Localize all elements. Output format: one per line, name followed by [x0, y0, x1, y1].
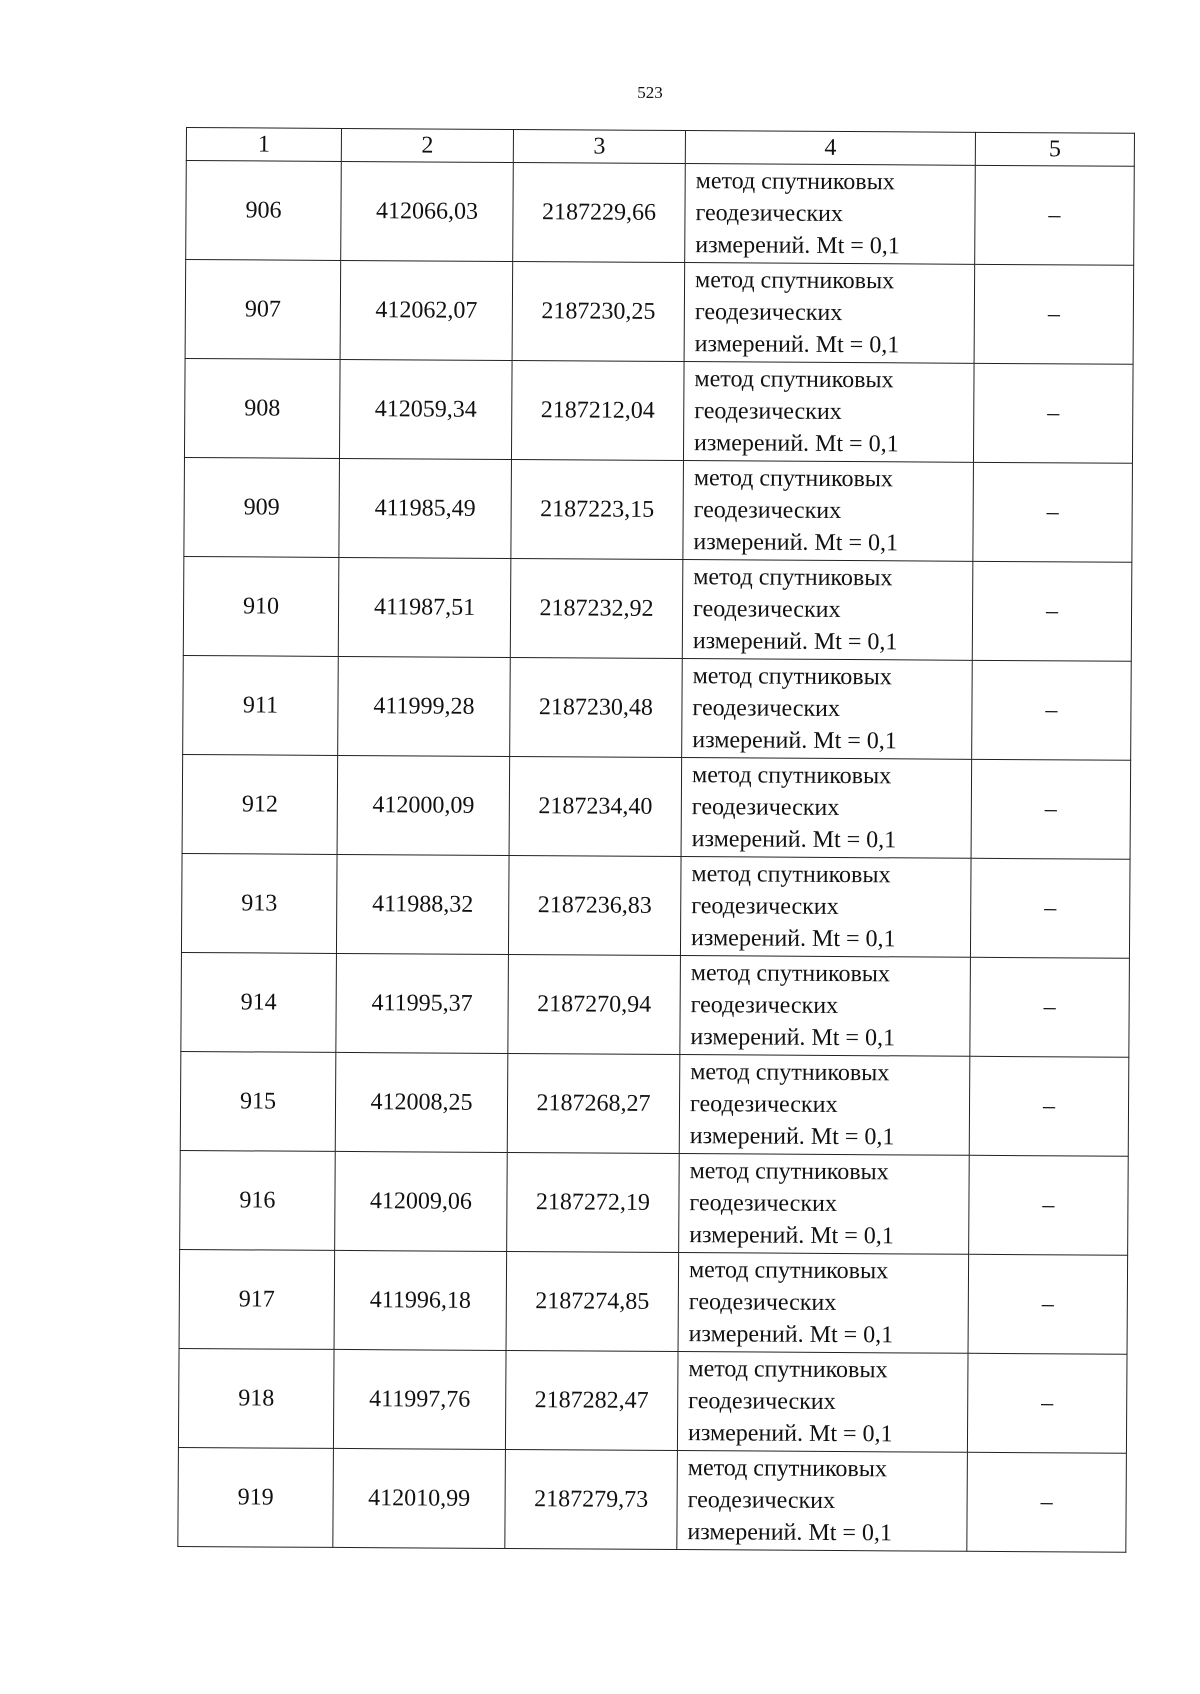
- method-cell: [678, 1253, 969, 1354]
- table-row: [184, 457, 1133, 562]
- method-line: метод спутниковых: [688, 1257, 889, 1285]
- method-cell: [684, 263, 975, 364]
- point-number-cell: 908: [184, 358, 340, 458]
- method-line: измерений. Mt = 0,1: [690, 925, 896, 953]
- method-cell: [683, 461, 974, 562]
- table-row: [183, 556, 1132, 661]
- method-line: метод спутниковых: [693, 564, 893, 592]
- table-row: [178, 1447, 1127, 1552]
- point-number-cell: 906: [186, 161, 342, 261]
- method-cell: [685, 164, 976, 265]
- table-row: [183, 655, 1132, 760]
- method-line: метод спутниковых: [687, 1455, 888, 1483]
- note-cell: –: [974, 264, 1134, 364]
- method-line: геодезических: [694, 299, 843, 327]
- x-coordinate-cell: 411996,18: [334, 1250, 507, 1350]
- column-header-3: 3: [513, 130, 685, 164]
- method-line: метод спутниковых: [688, 1356, 888, 1384]
- y-coordinate-cell: 2187274,85: [506, 1251, 679, 1351]
- table-row: [182, 754, 1131, 859]
- method-line: метод спутниковых: [691, 762, 892, 790]
- y-coordinate-cell: 2187230,48: [510, 657, 683, 757]
- x-coordinate-cell: 412059,34: [339, 359, 512, 459]
- x-coordinate-cell: 411988,32: [336, 854, 509, 954]
- point-number-cell: 907: [185, 260, 341, 360]
- method-line: геодезических: [694, 398, 842, 426]
- note-cell: –: [975, 165, 1135, 265]
- table-row: [178, 1348, 1127, 1453]
- note-cell: –: [967, 1452, 1127, 1552]
- x-coordinate-cell: 412010,99: [333, 1448, 506, 1548]
- y-coordinate-cell: 2187232,92: [510, 558, 683, 658]
- point-number-cell: 917: [179, 1249, 335, 1349]
- point-number-cell: 911: [183, 655, 339, 755]
- method-line: геодезических: [688, 1289, 837, 1316]
- method-cell: [677, 1451, 968, 1552]
- method-line: геодезических: [689, 1190, 837, 1217]
- note-cell: –: [973, 462, 1133, 562]
- page-number: 523: [637, 83, 663, 102]
- method-line: метод спутниковых: [692, 663, 892, 691]
- note-cell: –: [969, 1155, 1129, 1255]
- point-number-cell: 909: [184, 457, 340, 557]
- x-coordinate-cell: 411987,51: [338, 557, 511, 657]
- point-number-cell: 914: [181, 952, 337, 1052]
- table-body: [178, 161, 1134, 1553]
- column-header-4: 4: [685, 131, 975, 166]
- y-coordinate-cell: 2187282,47: [505, 1350, 678, 1450]
- y-coordinate-cell: 2187234,40: [509, 756, 682, 856]
- method-cell: [683, 362, 974, 463]
- method-cell: [677, 1352, 968, 1453]
- method-line: измерений. Mt = 0,1: [691, 826, 897, 854]
- table-row: [181, 853, 1130, 958]
- x-coordinate-cell: 412066,03: [341, 161, 514, 261]
- method-cell: [679, 1154, 970, 1255]
- method-cell: [680, 857, 971, 958]
- column-header-1: 1: [186, 128, 341, 162]
- note-cell: –: [970, 957, 1130, 1057]
- method-cell: [681, 758, 972, 859]
- note-cell: –: [971, 759, 1131, 859]
- method-line: метод спутниковых: [695, 168, 895, 196]
- point-number-cell: 918: [178, 1348, 334, 1448]
- y-coordinate-cell: 2187223,15: [511, 459, 684, 559]
- method-line: измерений. Mt = 0,1: [689, 1123, 895, 1151]
- table-row: [179, 1249, 1128, 1354]
- method-cell: [679, 1055, 970, 1156]
- x-coordinate-cell: 411995,37: [336, 953, 509, 1053]
- note-cell: –: [969, 1056, 1129, 1156]
- x-coordinate-cell: 411999,28: [338, 656, 511, 756]
- note-cell: –: [972, 561, 1132, 661]
- column-header-5: 5: [975, 132, 1134, 166]
- table-row: [186, 161, 1135, 266]
- method-line: метод спутниковых: [691, 861, 891, 889]
- method-line: измерений. Mt = 0,1: [688, 1321, 894, 1349]
- method-cell: [682, 560, 973, 661]
- method-line: геодезических: [687, 1487, 836, 1514]
- y-coordinate-cell: 2187230,25: [512, 261, 685, 361]
- method-line: геодезических: [692, 596, 841, 624]
- method-line: измерений. Mt = 0,1: [692, 727, 897, 755]
- method-line: измерений. Mt = 0,1: [692, 628, 898, 656]
- method-line: метод спутниковых: [690, 1059, 890, 1087]
- method-line: геодезических: [688, 1388, 836, 1415]
- column-header-2: 2: [341, 128, 513, 162]
- x-coordinate-cell: 412008,25: [335, 1052, 508, 1152]
- table-row: [185, 260, 1134, 365]
- point-number-cell: 915: [180, 1051, 336, 1151]
- point-number-cell: 910: [183, 556, 339, 656]
- y-coordinate-cell: 2187272,19: [507, 1152, 680, 1252]
- y-coordinate-cell: 2187229,66: [513, 162, 686, 262]
- point-number-cell: 919: [178, 1447, 334, 1547]
- coordinates-table: [177, 127, 1135, 1553]
- method-line: измерений. Mt = 0,1: [687, 1519, 893, 1547]
- method-line: измерений. Mt = 0,1: [694, 331, 900, 359]
- note-cell: –: [967, 1353, 1127, 1453]
- method-cell: [680, 956, 971, 1057]
- method-line: геодезических: [689, 1091, 838, 1118]
- method-line: геодезических: [690, 992, 839, 1019]
- method-line: геодезических: [691, 794, 840, 822]
- note-cell: –: [968, 1254, 1128, 1354]
- x-coordinate-cell: 412062,07: [340, 260, 513, 360]
- y-coordinate-cell: 2187270,94: [508, 954, 681, 1054]
- table-row: [184, 358, 1133, 463]
- method-line: измерений. Mt = 0,1: [693, 430, 899, 458]
- method-line: измерений. Mt = 0,1: [693, 529, 899, 557]
- y-coordinate-cell: 2187212,04: [511, 360, 684, 460]
- method-line: метод спутниковых: [694, 366, 894, 394]
- method-line: геодезических: [691, 893, 839, 921]
- method-line: метод спутниковых: [689, 1158, 889, 1186]
- x-coordinate-cell: 411997,76: [333, 1349, 506, 1449]
- point-number-cell: 913: [181, 853, 337, 953]
- method-line: измерений. Mt = 0,1: [689, 1222, 894, 1250]
- method-line: измерений. Mt = 0,1: [695, 232, 900, 260]
- x-coordinate-cell: 411985,49: [339, 458, 512, 558]
- y-coordinate-cell: 2187268,27: [507, 1053, 680, 1153]
- point-number-cell: 916: [180, 1150, 336, 1250]
- method-cell: [682, 659, 973, 760]
- table-row: [180, 1051, 1129, 1156]
- point-number-cell: 912: [182, 754, 338, 854]
- x-coordinate-cell: 412009,06: [335, 1151, 508, 1251]
- note-cell: –: [972, 660, 1132, 760]
- method-line: геодезических: [692, 695, 840, 723]
- method-line: геодезических: [695, 200, 844, 228]
- y-coordinate-cell: 2187236,83: [508, 855, 681, 955]
- x-coordinate-cell: 412000,09: [337, 755, 510, 855]
- method-line: метод спутниковых: [690, 960, 891, 988]
- method-line: измерений. Mt = 0,1: [687, 1420, 893, 1448]
- y-coordinate-cell: 2187279,73: [505, 1449, 678, 1549]
- method-line: геодезических: [693, 497, 842, 525]
- note-cell: –: [973, 363, 1133, 463]
- note-cell: –: [970, 858, 1130, 958]
- method-line: метод спутниковых: [693, 465, 894, 493]
- method-line: метод спутниковых: [694, 267, 895, 295]
- table-row: [180, 1150, 1129, 1255]
- table-row: [181, 952, 1130, 1057]
- method-line: измерений. Mt = 0,1: [690, 1024, 896, 1052]
